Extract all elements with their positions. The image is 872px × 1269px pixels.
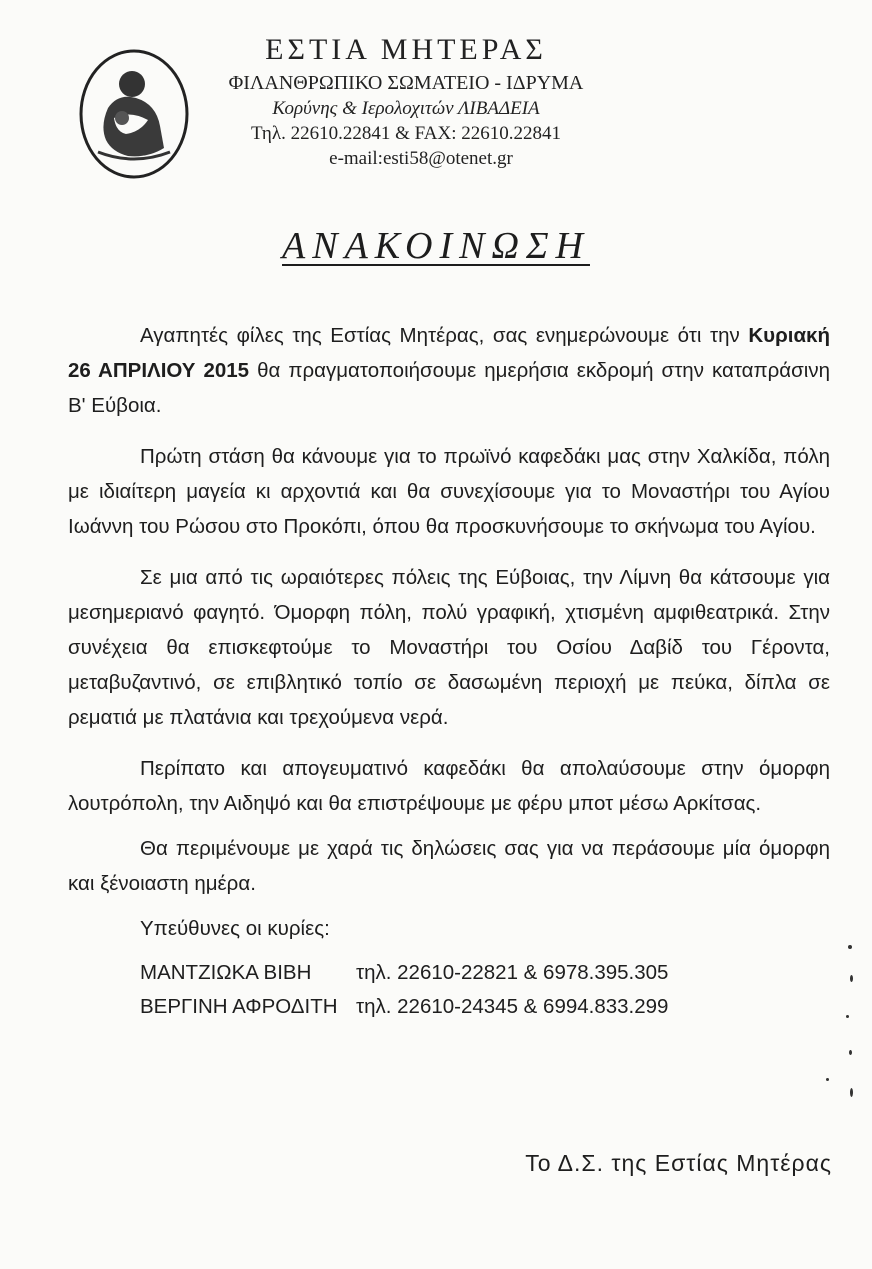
scan-speck bbox=[848, 945, 852, 949]
contact-phone: τηλ. 22610-24345 & 6994.833.299 bbox=[356, 995, 669, 1018]
paragraph-registration: Θα περιμένουμε με χαρά τις δηλώσεις σας για να περάσουμε μία όμορφη και ξένοιαστη ημέρα. bbox=[68, 837, 830, 895]
scan-speck bbox=[846, 1015, 849, 1018]
contact-name: ΒΕΡΓΙΝΗ ΑΦΡΟΔΙΤΗ bbox=[140, 995, 338, 1018]
document-title: ΑΝΑΚΟΙΝΩΣΗ bbox=[282, 225, 590, 267]
scan-speck bbox=[849, 1050, 852, 1055]
contacts-list bbox=[140, 956, 830, 1024]
contact-phone: τηλ. 22610-22821 & 6978.395.305 bbox=[356, 961, 669, 984]
announcement-body bbox=[68, 318, 830, 1024]
organization-address: Κορύνης & Ιερολοχιτών ΛΙΒΑΔΕΙΑ bbox=[272, 98, 540, 119]
mother-and-child-emblem-icon bbox=[78, 48, 190, 180]
organization-name: ΕΣΤΙΑ ΜΗΤΕΡΑΣ bbox=[265, 33, 547, 66]
paragraph-first-stop: Πρώτη στάση θα κάνουμε για το πρωϊνό καφεδάκι μας στην Χαλκίδα, πόλη με ιδιαίτερη μαγεία κι αρχοντιά και θα συνεχίσουμε για το Μοναστήρι του Αγίου Ιωάννη του Ρώσου στο Προκόπι, όπου θα προσκυνήσουμε το σκήνωμα του Αγίου. bbox=[68, 445, 830, 538]
organization-info bbox=[206, 30, 606, 171]
contact-name: ΜΑΝΤΖΙΩΚΑ ΒΙΒΗ bbox=[140, 961, 312, 984]
contact-row bbox=[140, 956, 830, 990]
paragraph-aidipsos: Περίπατο και απογευματινό καφεδάκι θα απολαύσουμε στην όμορφη λουτρόπολη, την Αιδηψό και θα επιστρέψουμε με φέρυ μποτ μέσω Αρκίτσας. bbox=[68, 757, 830, 815]
signature: Το Δ.Σ. της Εστίας Μητέρας bbox=[525, 1150, 832, 1176]
scan-speck bbox=[850, 975, 853, 982]
paragraph-intro: Αγαπητές φίλες της Εστίας Μητέρας, σας ενημερώνουμε ότι την Κυριακή 26 ΑΠΡΙΛΙΟΥ 2015 θα πραγματοποιήσουμε ημερήσια εκδρομή στην καταπράσινη Β' Εύβοια. bbox=[68, 324, 830, 417]
responsible-label: Υπεύθυνες οι κυρίες: bbox=[140, 917, 330, 940]
organization-email: e-mail:esti58@otenet.gr bbox=[329, 148, 513, 169]
contact-row bbox=[140, 990, 830, 1024]
letterhead bbox=[78, 30, 598, 190]
scan-speck bbox=[850, 1088, 853, 1097]
organization-type: ΦΙΛΑΝΘΡΩΠΙΚΟ ΣΩΜΑΤΕΙΟ - ΙΔΡΥΜΑ bbox=[228, 72, 584, 94]
paragraph-limni: Σε μια από τις ωραιότερες πόλεις της Εύβοιας, την Λίμνη θα κάτσουμε για μεσημεριανό φαγητό. Όμορφη πόλη, πολύ γραφική, χτισμένη αμφιθεατρικά. Στην συνέχεια θα επισκεφτούμε το Μοναστήρι του Οσίου Δαβίδ του Γέροντα, μεταβυζαντινό, σε επιβλητικό τοπίο σε δασωμένη περιοχή με πεύκα, δίπλα σε ρεματιά με πλατάνια και τρεχούμενα νερά. bbox=[68, 566, 830, 729]
trip-date: Κυριακή 26 ΑΠΡΙΛΙΟΥ 2015 bbox=[68, 324, 830, 382]
scan-speck bbox=[826, 1078, 829, 1081]
organization-phone: Τηλ. 22610.22841 & FAX: 22610.22841 bbox=[251, 123, 561, 144]
